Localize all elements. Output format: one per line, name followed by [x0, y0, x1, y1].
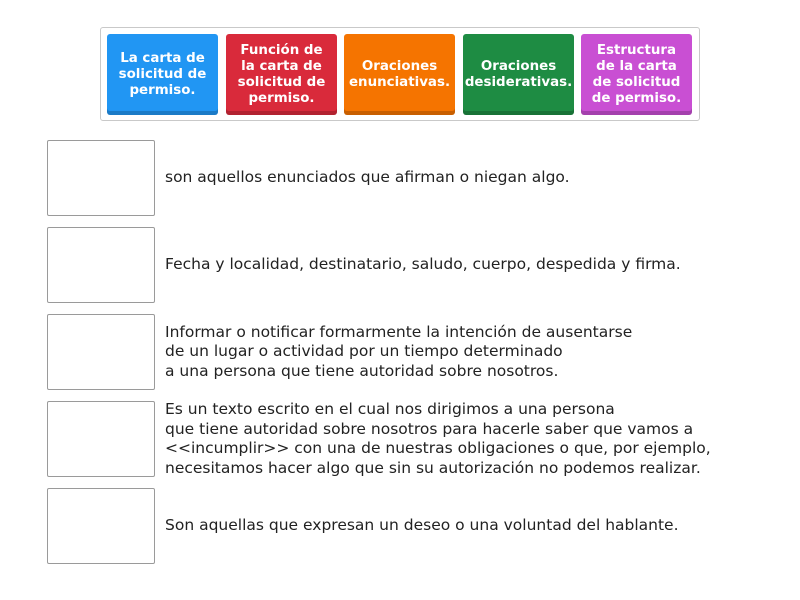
match-row — [47, 140, 767, 216]
row-description: Fecha y localidad, destinatario, saludo, cuerpo, despedida y firma. — [165, 255, 681, 274]
card-funcion-carta[interactable]: Función de la carta de solicitud de permiso. — [226, 34, 337, 115]
drop-target-box[interactable] — [47, 227, 155, 303]
match-row — [47, 227, 767, 303]
drop-target-box[interactable] — [47, 314, 155, 390]
card-oraciones-desiderativas[interactable]: Oraciones desiderativas. — [463, 34, 574, 115]
row-description: Es un texto escrito en el cual nos dirigimos a una persona que tiene autoridad sobre nosotros para hacerle saber que vamos a <<incumplir>> con una de nuestras obligaciones o que, por ejemplo, necesitamos hacer algo que sin su autorización no podemos realizar. — [165, 400, 711, 477]
row-description: Informar o notificar formarmente la intención de ausentarse de un lugar o actividad por un tiempo determinado a una persona que tiene autoridad sobre nosotros. — [165, 322, 633, 380]
row-description: Son aquellas que expresan un deseo o una voluntad del hablante. — [165, 516, 679, 535]
match-row — [47, 314, 767, 390]
row-description: son aquellos enunciados que afirman o niegan algo. — [165, 168, 570, 187]
drop-target-box[interactable] — [47, 488, 155, 564]
drop-target-box[interactable] — [47, 401, 155, 477]
card-estructura-carta[interactable]: Estructura de la carta de solicitud de permiso. — [581, 34, 692, 115]
match-row — [47, 401, 767, 477]
drop-target-box[interactable] — [47, 140, 155, 216]
card-carta-solicitud-permiso[interactable]: La carta de solicitud de permiso. — [107, 34, 218, 115]
match-row — [47, 488, 767, 564]
card-oraciones-enunciativas[interactable]: Oraciones enunciativas. — [344, 34, 455, 115]
answer-card-tray — [100, 27, 700, 121]
